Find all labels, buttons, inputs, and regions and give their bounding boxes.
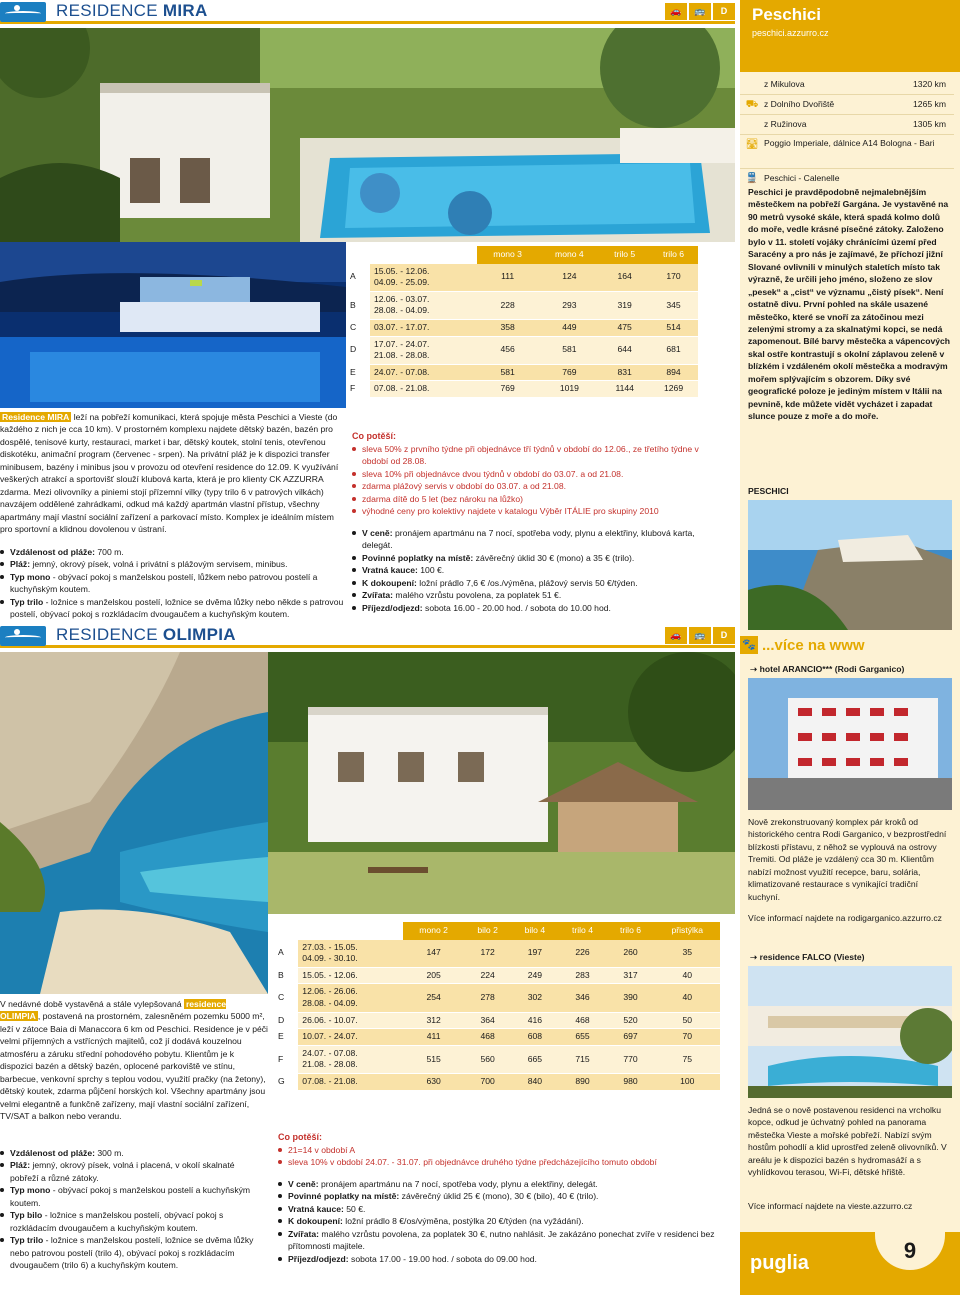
table-row <box>274 1045 720 1073</box>
price-cell: 40 <box>655 967 720 984</box>
distance-table <box>740 72 960 189</box>
season-label: A <box>346 264 370 292</box>
sidebar-header <box>740 0 960 72</box>
list-item: Vzdálenost od pláže: 700 m. <box>0 546 346 558</box>
price-cell: 312 <box>403 1012 464 1029</box>
distance-row: z Ružinova 1305 km <box>740 115 954 135</box>
olimpia-intro: V nedávné době vystavěná a stále vylepšovaná residence OLIMPIA , postavená na prostorném, zalesněném pozemku 5000 m², leží v zátoce Baia di Manaccora 6 km od Peschici. Residence je v péči velmi příjemných a vstřícných majitelů, což jí dodává kouzelnou atmosféru a záruku střední pohodového pobytu. Klientům je k dispozici bazén a dětský bazén, oplocené parkoviště ve stínu, barbecue, venkovní sprchy s teplou vodou, využití pračky (na žetony), dětský koutek, zdarma půjčení horských kol. Všechny apartmány jsou velmi elegantně a funkčně zařízeny, mají vlastní sociální zařízení, TV/SAT a balkon nebo verandu. <box>0 999 268 1122</box>
peschici-photo <box>748 500 952 630</box>
residence-falco-text: Jedná se o nově postavenou residenci na vrcholku kopce, odkud je úchvatný pohled na panorama městečka Vieste a mořské pobřeží. Nabízí svým hostům pohodlí a klid uprostřed zeleně olivovníků. V areálu je k dispozici bazén s hydromasáží a s vyhlídkovou terasou, Wi-Fi, dětské hřiště. <box>748 1105 947 1178</box>
list-item: Zvířata: malého vzrůstu povolena, za poplatek 51 €. <box>352 589 714 601</box>
season-dates: 17.07. - 24.07. 21.08. - 28.08. <box>370 336 477 364</box>
price-cell: 1144 <box>600 381 649 398</box>
list-item: Pláž: jemný, okrový písek, volná i placená, v okolí skalnaté pobřeží a různé zátoky. <box>0 1159 262 1184</box>
list-item: sleva 10% v období 24.07. - 31.07. při objednávce druhého týdne předcházejícího tomuto období <box>278 1156 718 1168</box>
list-item: 21=14 v období A <box>278 1144 718 1156</box>
car-icon: 🚗 <box>665 627 687 644</box>
season-label: B <box>346 291 370 319</box>
price-cell: 364 <box>464 1012 511 1029</box>
olimpia-copotesi-title: Co potěší: <box>278 1132 322 1142</box>
bus-icon: 🚌 <box>689 3 711 20</box>
route-row: 🛣 Poggio Imperiale, dálnice A14 Bologna - Bari <box>740 135 954 169</box>
price-cell: 411 <box>403 1029 464 1046</box>
price-cell: 655 <box>558 1029 606 1046</box>
price-cell: 35 <box>655 940 720 968</box>
price-cell: 514 <box>649 319 698 336</box>
mira-header <box>0 2 735 24</box>
olimpia-title: RESIDENCE OLIMPIA <box>56 625 236 645</box>
season-dates: 07.08. - 21.08. <box>370 381 477 398</box>
list-item: zdarma plážový servis v období do 03.07. a od 21.08. <box>352 480 714 492</box>
distance-row: z Mikulova 1320 km <box>740 75 954 95</box>
price-cell: 50 <box>655 1012 720 1029</box>
mira-name-highlight: Residence MIRA <box>2 412 70 422</box>
sidebar <box>740 0 960 1295</box>
price-cell: 345 <box>649 291 698 319</box>
price-cell: 319 <box>600 291 649 319</box>
price-cell: 390 <box>607 984 655 1012</box>
price-cell: 111 <box>477 264 539 292</box>
column-header: mono 4 <box>539 246 601 264</box>
price-cell: 700 <box>464 1073 511 1090</box>
price-cell: 890 <box>558 1073 606 1090</box>
table-header-row <box>274 922 720 940</box>
price-cell: 980 <box>607 1073 655 1090</box>
pool-logo-icon <box>0 626 46 646</box>
price-cell: 346 <box>558 984 606 1012</box>
price-cell: 147 <box>403 940 464 968</box>
price-cell: 715 <box>558 1045 606 1073</box>
season-label: F <box>274 1045 298 1073</box>
residence-falco-photo <box>748 966 952 1098</box>
column-header <box>274 922 298 940</box>
season-dates: 12.06. - 26.06. 28.08. - 04.09. <box>298 984 403 1012</box>
list-item: sleva 50% z prvního týdne při objednávce tří týdnů v období do 12.06., ze třetího týdne v období od 28.08. <box>352 443 714 468</box>
www-section <box>740 634 960 656</box>
train-icon: 🚆 <box>745 173 759 185</box>
sidebar-title: Peschici <box>752 5 821 24</box>
mira-night-photo <box>0 242 346 408</box>
olimpia-header <box>0 626 735 648</box>
price-cell: 70 <box>655 1029 720 1046</box>
season-dates: 15.05. - 12.06. <box>298 967 403 984</box>
d-badge-icon: D <box>713 3 735 20</box>
list-item: Typ trilo - ložnice s manželskou postelí, ložnice se dvěma lůžky nebo patrovou postelí (trilo 4), obývací pokoj s rozkládacím dvougaučem (trilo 6) a kuchyňským koutem. <box>0 1234 262 1271</box>
season-label: B <box>274 967 298 984</box>
price-cell: 515 <box>403 1045 464 1073</box>
season-dates: 12.06. - 03.07. 28.08. - 04.09. <box>370 291 477 319</box>
pool-logo-icon <box>0 2 46 22</box>
olimpia-beach-photo <box>0 652 268 994</box>
price-cell: 468 <box>558 1012 606 1029</box>
season-label: G <box>274 1073 298 1090</box>
mira-bullets <box>0 546 346 621</box>
mira-title: RESIDENCE MIRA <box>56 1 208 21</box>
column-header: mono 2 <box>403 922 464 940</box>
mira-copotesi-list <box>352 443 714 518</box>
price-cell: 226 <box>558 940 606 968</box>
table-row <box>274 984 720 1012</box>
season-label: D <box>274 1012 298 1029</box>
price-cell: 770 <box>607 1045 655 1073</box>
olimpia-transport-icons <box>665 627 735 644</box>
price-cell: 630 <box>403 1073 464 1090</box>
price-cell: 697 <box>607 1029 655 1046</box>
distance-row: ⛟ z Dolního Dvořiště 1265 km <box>740 95 954 115</box>
column-header <box>370 246 477 264</box>
price-cell: 769 <box>539 364 601 381</box>
list-item: K dokoupení: ložní prádlo 7,6 € /os./výměna, plážový servis 50 €/týden. <box>352 577 714 589</box>
peschici-description: Peschici je pravděpodobně nejmalebnějším městečkem na pobřeží Gargána. Je vystavěné na 90 metrů vysoké skále, která spadá kolmo dolů do moře, vedle krásné písečné zátoky. Založeno bylo v 11. století vojáky chránícími území před Saracény a pro nás je zajímavé, že příchozí jižní Slované ovlivnili v minulých staletích místo tak výrazně, že určili jeho jméno, složeno ze slov „pesek“ a „cist“ ve významu „čistý písek“. Není ostatně divu. První pohled na skále usazené městečko, které se vnoří za zátočinou mezi zelenými stromy a za skalnatými kopci, se nedá zapomenout. Bílé barvy městečka a vápencových skal ostře kontrastují s okolní záplavou zeleně v blízkém i vzdáleném okolí městečka a modravým mořem splývajícím s obzorem. Díky své geografické poloze je jediným místem v Itálii na pevnině, kde můžete vidět vycházet i zapadat slunce pouze z moře a do moře. <box>748 187 951 422</box>
list-item: zdarma dítě do 5 let (bez nároku na lůžko) <box>352 493 714 505</box>
season-dates: 27.03. - 15.05. 04.09. - 30.10. <box>298 940 403 968</box>
season-label: E <box>346 364 370 381</box>
price-cell: 665 <box>511 1045 558 1073</box>
table-row <box>274 1073 720 1090</box>
residence-falco-title[interactable]: ➝ residence FALCO (Vieste) <box>750 952 865 962</box>
page-number-badge <box>875 1232 945 1270</box>
d-badge-icon: D <box>713 627 735 644</box>
price-cell: 260 <box>607 940 655 968</box>
list-item: výhodné ceny pro kolektivy najdete v katalogu Výběr ITÁLIE pro skupiny 2010 <box>352 505 714 517</box>
hotel-arancio-more[interactable]: Více informací najdete na rodigarganico.azzurro.cz <box>748 913 942 923</box>
season-dates: 15.05. - 12.06. 04.09. - 25.09. <box>370 264 477 292</box>
price-cell: 769 <box>477 381 539 398</box>
season-dates: 10.07. - 24.07. <box>298 1029 403 1046</box>
column-header: trilo 4 <box>558 922 606 940</box>
price-cell: 581 <box>477 364 539 381</box>
price-cell: 456 <box>477 336 539 364</box>
price-cell: 293 <box>539 291 601 319</box>
price-cell: 608 <box>511 1029 558 1046</box>
list-item: Vratná kauce: 100 €. <box>352 564 714 576</box>
table-row <box>346 319 698 336</box>
list-item: Typ mono - obývací pokoj s manželskou postelí a kuchyňským koutem. <box>0 1184 262 1209</box>
list-item: Vratná kauce: 50 €. <box>278 1203 718 1215</box>
price-cell: 302 <box>511 984 558 1012</box>
price-cell: 249 <box>511 967 558 984</box>
list-item: V ceně: pronájem apartmánu na 7 nocí, spotřeba vody, plynu a elektřiny, klubová karta, delegát. <box>352 527 714 552</box>
mira-price-table <box>346 246 698 398</box>
season-label: F <box>346 381 370 398</box>
season-label: D <box>346 336 370 364</box>
list-item: Typ bilo - ložnice s manželskou postelí, obývací pokoj s rozkládacím dvougaučem a kuchyňským koutem. <box>0 1209 262 1234</box>
table-row <box>274 967 720 984</box>
price-cell: 581 <box>539 336 601 364</box>
olimpia-bullets <box>0 1147 262 1272</box>
price-cell: 644 <box>600 336 649 364</box>
column-header <box>346 246 370 264</box>
price-cell: 205 <box>403 967 464 984</box>
route-row: 🚆 Peschici - Calenelle <box>740 169 954 189</box>
season-dates: 03.07. - 17.07. <box>370 319 477 336</box>
price-cell: 1019 <box>539 381 601 398</box>
list-item: V ceně: pronájem apartmánu na 7 nocí, spotřeba vody, plynu a elektřiny, delegát. <box>278 1178 718 1190</box>
mira-intro: Residence MIRA leží na pobřeží komunikaci, která spojuje města Peschici a Vieste (do každého z nich je cca 10 km). V prostorném komplexu najdete dětský bazén, bazén pro dospělé, tenisové kurty, restauraci, market i bar, dětský koutek, stolní tenis, otevřenou diskotéku, animační program (červenec - srpen). Na privátní pláž je k dispozici transfer minibusem, bazény i minibus jsou v provozu od otevření residence do 12.09. K využívání veškerých atrakcí a sportovišť slouží klubová karta, která je pro klienty CK AZZURRA zdarma. Mezi olivovníky a piniemi stojí přízemní vilky (typy trilo 6 v patrových vilkách) navzájem oddělené zahrádkami, odkud má každý apartmán vlastní přístup, všechny apartmány mají vlastní sociální zařízení a parkovací místo. Komplex je ideálním místem pro sportovní a klidnou dovolenou v ústraní. <box>0 412 339 535</box>
hotel-arancio-title[interactable]: ➝ hotel ARANCIO*** (Rodi Garganico) <box>750 664 905 674</box>
list-item: Vzdálenost od pláže: 300 m. <box>0 1147 262 1159</box>
table-row <box>274 940 720 968</box>
price-cell: 840 <box>511 1073 558 1090</box>
price-cell: 197 <box>511 940 558 968</box>
page-number: 9 <box>903 1238 917 1263</box>
olimpia-name-highlight: residence OLIMPIA <box>0 999 227 1022</box>
mira-copotesi-title: Co potěší: <box>352 431 396 441</box>
price-cell: 831 <box>600 364 649 381</box>
road-icon: ⛟ <box>745 98 759 110</box>
table-row <box>346 264 698 292</box>
hotel-arancio-photo <box>748 678 952 810</box>
table-row <box>346 291 698 319</box>
residence-falco-more[interactable]: Více informací najdete na vieste.azzurro.cz <box>748 1201 913 1211</box>
list-item: Typ mono - obývací pokoj s manželskou postelí, lůžkem nebo patrovou postelí a kuchyňským koutem. <box>0 571 346 596</box>
table-header-row <box>346 246 698 264</box>
price-cell: 468 <box>464 1029 511 1046</box>
season-label: C <box>346 319 370 336</box>
price-cell: 254 <box>403 984 464 1012</box>
list-item: Pláž: jemný, okrový písek, volná i privátní s plážovým servisem, minibus. <box>0 558 346 570</box>
column-header: mono 3 <box>477 246 539 264</box>
season-dates: 07.08. - 21.08. <box>298 1073 403 1090</box>
olimpia-copotesi-list <box>278 1144 718 1169</box>
mira-pool-photo <box>0 28 735 242</box>
column-header: přistýlka <box>655 922 720 940</box>
hotel-arancio-text: Nově zrekonstruovaný komplex pár kroků od historického centra Rodi Garganico, v bezprostřední blízkosti přístavu, z něhož se vyplouvá na ostrovy Tremiti. Od pláže je vzdálený cca 30 m. Klientům nabízí možnost využití recepce, baru, solária, klimatizované restaurace s vynikající tradiční kuchyní. <box>748 817 947 902</box>
price-cell: 124 <box>539 264 601 292</box>
table-row <box>274 1012 720 1029</box>
more-on-web[interactable]: ...více na www <box>762 637 865 654</box>
list-item: Povinné poplatky na místě: závěrečný úklid 25 € (mono), 30 € (bilo), 40 € (trilo). <box>278 1190 718 1202</box>
car-icon: 🚗 <box>665 3 687 20</box>
price-cell: 224 <box>464 967 511 984</box>
column-header: bilo 4 <box>511 922 558 940</box>
list-item: Zvířata: malého vzrůstu povolena, za poplatek 30 €, nutno nahlásit. Je zakázáno ponechat zvíře v residenci bez přítomnosti majitele. <box>278 1228 718 1253</box>
mira-info-list <box>352 527 714 614</box>
season-label: E <box>274 1029 298 1046</box>
price-cell: 283 <box>558 967 606 984</box>
season-dates: 24.07. - 07.08. 21.08. - 28.08. <box>298 1045 403 1073</box>
list-item: Typ trilo - ložnice s manželskou postelí, ložnice se dvěma lůžky nebo někde s patrovou postelí, obývací pokoj s rozkládacím dvougaučem a kuchyňským koutem. <box>0 596 346 621</box>
mira-transport-icons <box>665 3 735 20</box>
price-cell: 100 <box>655 1073 720 1090</box>
bus-icon: 🚌 <box>689 627 711 644</box>
price-cell: 560 <box>464 1045 511 1073</box>
price-cell: 164 <box>600 264 649 292</box>
season-dates: 24.07. - 07.08. <box>370 364 477 381</box>
olimpia-residence-photo <box>268 652 735 914</box>
column-header: trilo 5 <box>600 246 649 264</box>
price-cell: 278 <box>464 984 511 1012</box>
price-cell: 172 <box>464 940 511 968</box>
price-cell: 1269 <box>649 381 698 398</box>
price-cell: 894 <box>649 364 698 381</box>
region-label: puglia <box>750 1252 809 1274</box>
price-cell: 317 <box>607 967 655 984</box>
list-item: K dokoupení: ložní prádlo 8 €/os/výměna, postýlka 20 €/týden (na vyžádání). <box>278 1215 718 1227</box>
table-row <box>346 336 698 364</box>
price-cell: 475 <box>600 319 649 336</box>
price-cell: 228 <box>477 291 539 319</box>
price-cell: 449 <box>539 319 601 336</box>
dog-icon: 🐾 <box>740 636 758 654</box>
price-cell: 75 <box>655 1045 720 1073</box>
list-item: Příjezd/odjezd: sobota 16.00 - 20.00 hod. / sobota do 10.00 hod. <box>352 602 714 614</box>
column-header: trilo 6 <box>649 246 698 264</box>
table-row <box>346 364 698 381</box>
olimpia-price-table <box>274 922 720 1091</box>
peschici-caption: PESCHICI <box>748 486 789 496</box>
season-label: A <box>274 940 298 968</box>
price-cell: 40 <box>655 984 720 1012</box>
price-cell: 416 <box>511 1012 558 1029</box>
table-row <box>346 381 698 398</box>
column-header: trilo 6 <box>607 922 655 940</box>
list-item: sleva 10% při objednávce dvou týdnů v období do 03.07. a od 21.08. <box>352 468 714 480</box>
price-cell: 358 <box>477 319 539 336</box>
table-row <box>274 1029 720 1046</box>
column-header: bilo 2 <box>464 922 511 940</box>
season-label: C <box>274 984 298 1012</box>
list-item: Příjezd/odjezd: sobota 17.00 - 19.00 hod. / sobota do 09.00 hod. <box>278 1253 718 1265</box>
olimpia-info-list <box>278 1178 718 1265</box>
sidebar-url[interactable]: peschici.azzurro.cz <box>752 27 829 38</box>
region-bar <box>740 1232 960 1295</box>
price-cell: 681 <box>649 336 698 364</box>
price-cell: 520 <box>607 1012 655 1029</box>
column-header <box>298 922 403 940</box>
season-dates: 26.06. - 10.07. <box>298 1012 403 1029</box>
price-cell: 170 <box>649 264 698 292</box>
list-item: Povinné poplatky na místě: závěrečný úklid 30 € (mono) a 35 € (trilo). <box>352 552 714 564</box>
highway-icon: 🛣 <box>745 139 759 150</box>
